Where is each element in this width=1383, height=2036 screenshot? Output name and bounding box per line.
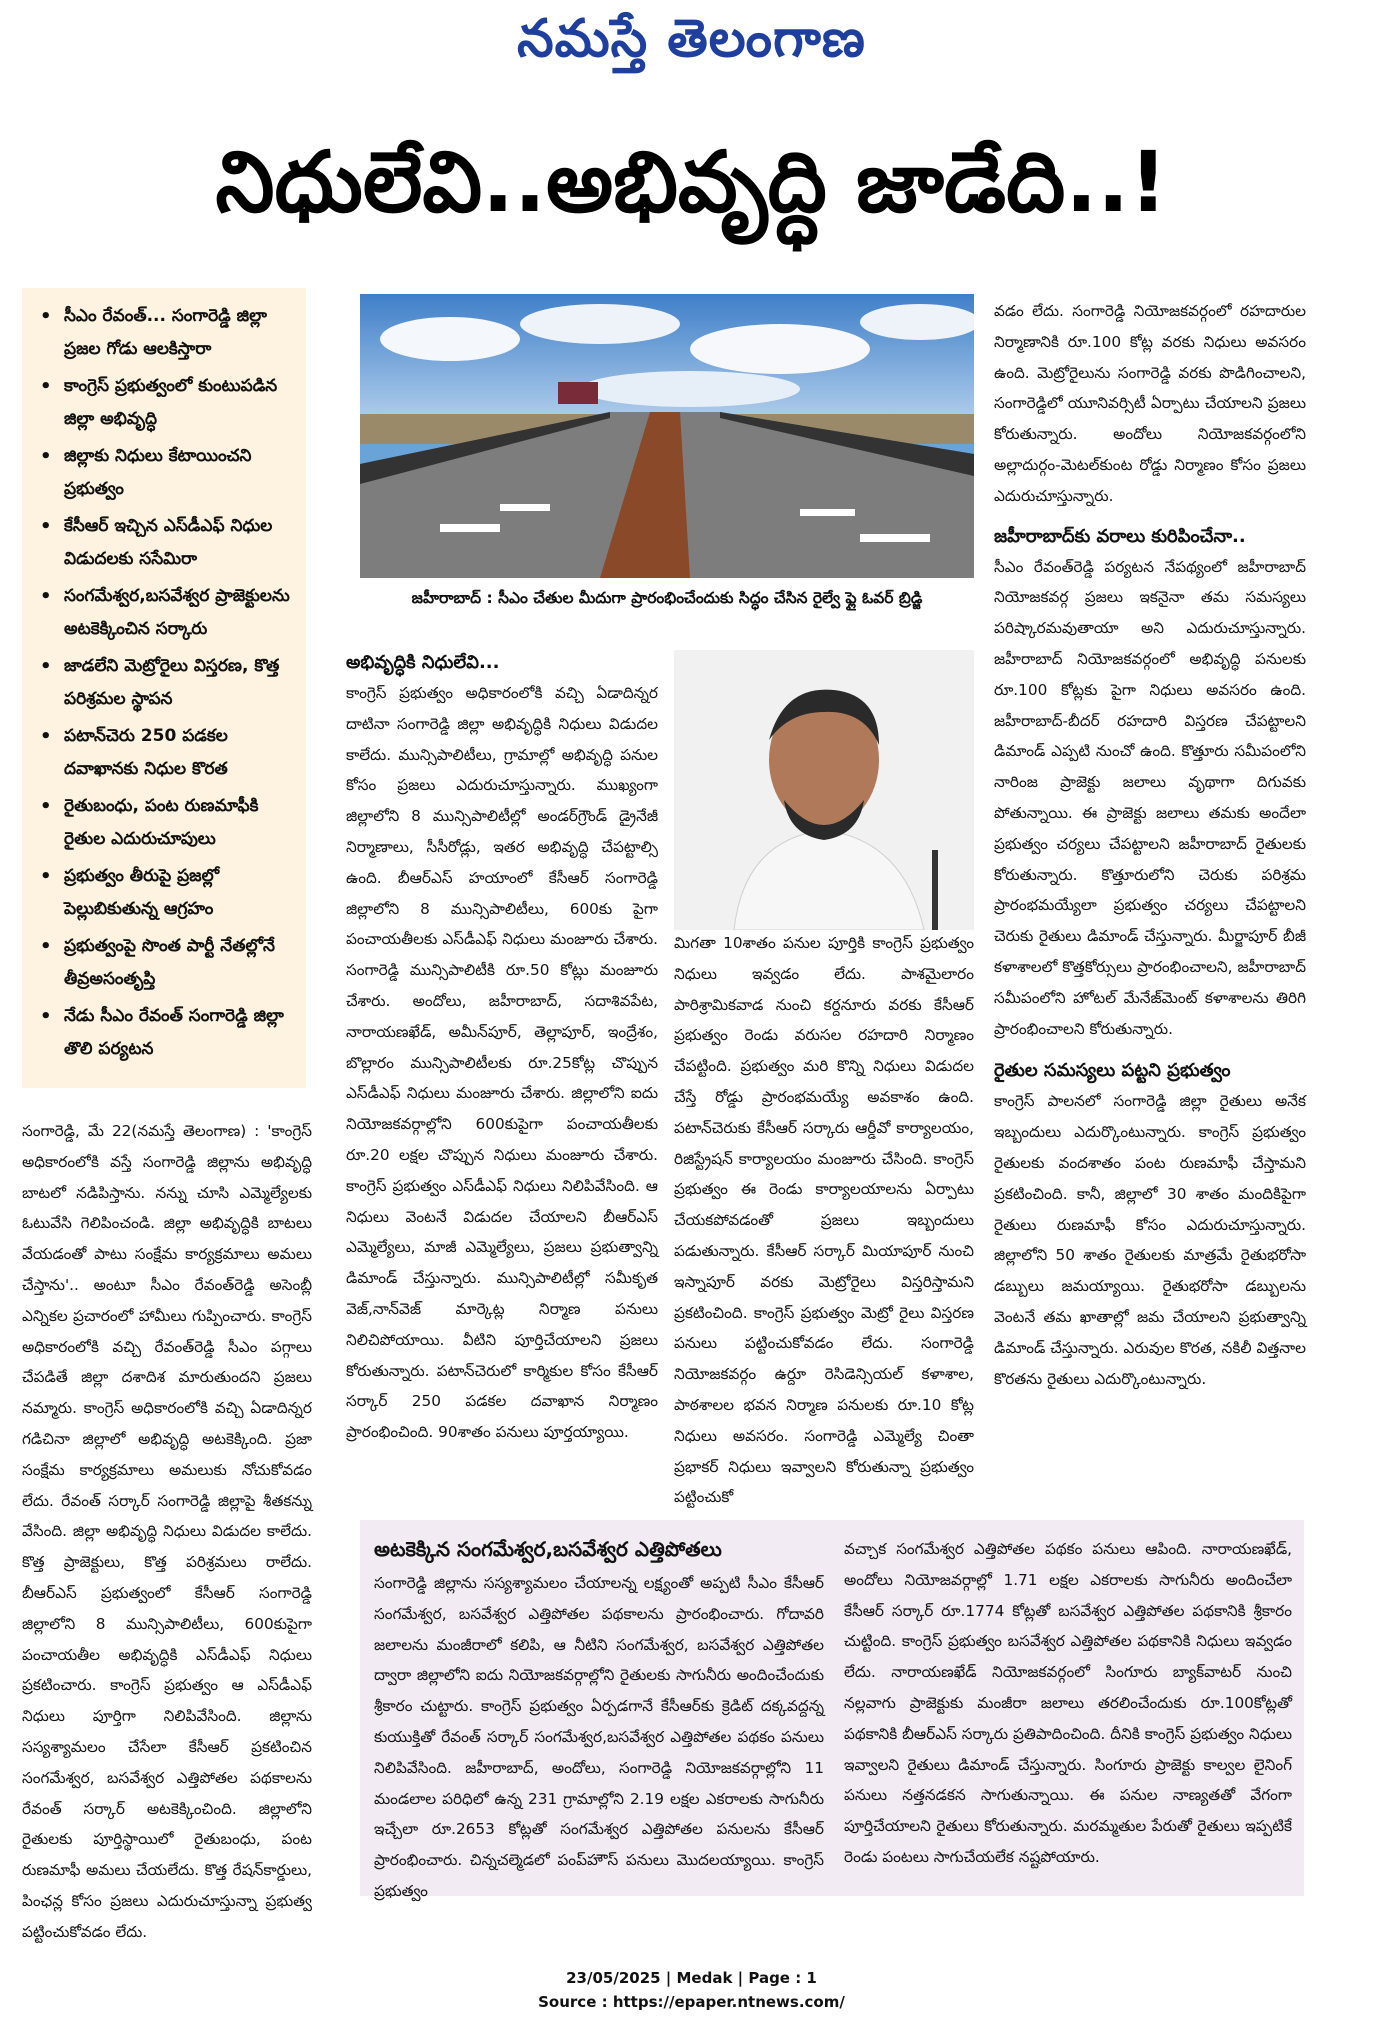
highlight-text: కేసీఆర్ ఇచ్చిన ఎస్‌డీఎఫ్ నిధుల విడుదలకు ససేమిరా bbox=[64, 516, 273, 569]
article-text-col3: మిగతా 10శాతం పనుల పూర్తికి కాంగ్రెస్ ప్రభుత్వం నిధులు ఇవ్వడం లేదు. పాశమైలారం పారిశ్రామికవాడ నుంచి కర్దనూరు వరకు కేసీఆర్ ప్రభుత్వం రెండు వరుసల రహదారి నిర్మాణం చేపట్టింది. ప్రభుత్వం మరి కొన్ని నిధులు విడుదల చేస్తే రోడ్డు ప్రారంభమయ్యే అవకాశం ఉంది. పటాన్‌చెరుకు కేసీఆర్ సర్కారు ఆర్డీవో కార్యాలయం, రిజిస్ట్రేషన్ కార్యాలయం మంజూరు చేసింది. కాంగ్రెస్ ప్రభుత్వం ఈ రెండు కార్యాలయాలను ఏర్పాటు చేయకపోవడంతో ప్రజలు ఇబ్బందులు పడుతున్నారు. కేసీఆర్ సర్కార్ మియాపూర్ నుంచి ఇస్నాపూర్ వరకు మెట్రోరైలు విస్తరిస్తామని ప్రకటించింది. కాంగ్రెస్ ప్రభుత్వం మెట్రో రైలు విస్తరణ పనులు పట్టించుకోవడం లేదు. సంగారెడ్డి నియోజకవర్గం ఉర్దూ రెసిడెన్సియల్ కళాశాల, పాఠశాలల భవన నిర్మాణ పనులకు రూ.10 కోట్ల నిధులు అవసరం. సంగారెడ్డి ఎమ్మెల్యే చింతా ప్రభాకర్ నిధులు ఇవ్వాలని కోరుతున్నా ప్రభుత్వం పట్టించుకో bbox=[674, 934, 974, 1507]
bullet-icon: • bbox=[40, 866, 52, 887]
highlight-item bbox=[30, 440, 298, 506]
headline: నిధులేవి..అభివృద్ధి జాడేది..! bbox=[215, 133, 1168, 231]
article-text-col4-b: సీఎం రేవంత్‌రెడ్డి పర్యటన నేపథ్యంలో జహీరాబాద్ నియోజకవర్గ ప్రజలు ఇకనైనా తమ సమస్యలు పరిష్కారమవుతాయా అని ఎదురుచూస్తున్నారు. జహీరాబాద్ నియోజకవర్గంలో అభివృద్ధి పనులకు రూ.100 కోట్లకు పైగా నిధులు అవసరం ఉంది. జహీరాబాద్-బీదర్ రహదారి విస్తరణ చేపట్టాలని డిమాండ్ ఎప్పటి నుంచో ఉంది. కొత్తూరు సమీపంలోని నారింజ ప్రాజెక్టు జలాలు వృథాగా దిగువకు పోతున్నాయి. ఈ ప్రాజెక్టు జలాలు తమకు అందేలా ప్రభుత్వం చర్యలు చేపట్టాలని జహీరాబాద్ రైతులకు కోరుతున్నారు. కొత్తూరులోని చెరుకు పరిశ్రమ ప్రారంభమయ్యేలా ప్రభుత్వం చర్యలు చేపట్టాలని చెరుకు రైతులు డిమాండ్ చేస్తున్నారు. మీర్జాపూర్ బీజీ కళాశాలలో కొత్తకోర్సులు ప్రారంభించాలని, జహీరాబాద్ సమీపంలోని హోటల్ మేనేజ్‌మెంట్ కళాశాలను తిరిగి ప్రారంభించాలని కోరుతున్నారు. bbox=[994, 557, 1306, 1038]
highlight-item bbox=[30, 860, 298, 926]
highlights-box bbox=[22, 288, 306, 1088]
subhead-zaheerabad: జహీరాబాద్‌కు వరాలు కురిపించేనా.. bbox=[994, 525, 1246, 547]
projects-box-left-col bbox=[374, 1568, 824, 1907]
highlight-item bbox=[30, 580, 298, 646]
projects-box-right-text: వచ్చాక సంగమేశ్వర ఎత్తిపోతల పథకం పనులు ఆపింది. నారాయణఖేడ్, అందోలు నియోజవర్గాల్లో 1.71 లక్షల ఎకరాలకు సాగునీరు అందించేలా కేసీఆర్ సర్కార్ రూ.1774 కోట్లతో బసవేశ్వర ఎత్తిపోతల పథకానికి శ్రీకారం చుట్టింది. కాంగ్రెస్ ప్రభుత్వం బసవేశ్వర ఎత్తిపోతల పథకానికి నిధులు ఇవ్వడం లేదు. నారాయణఖేడ్ నియోజకవర్గంలో సింగూరు బ్యాక్‌వాటర్ నుంచి నల్లవాగు ప్రాజెక్టుకు మంజీరా జలాలు తరలించేందుకు రూ.100కోట్లతో పథకానికి బీఆర్‌ఎస్ సర్కారు ప్రతిపాదించింది. దీనికి కాంగ్రెస్ ప్రభుత్వం నిధులు ఇవ్వాలని రైతులు డిమాండ్ చేస్తున్నారు. సింగూరు ప్రాజెక్టు కాల్వల లైనింగ్ పనులు నత్తనడకన సాగుతున్నాయి. ఈ పనుల నాణ్యతతో వేగంగా పూర్తిచేయాలని రైతులు కోరుతున్నారు. మరమ్మతుల పేరుతో రైతులు ఇప్పటికే రెండు పంటలు సాగుచేయలేక నష్టపోయారు. bbox=[844, 1540, 1292, 1866]
highlight-text: సంగమేశ్వర,బసవేశ్వర ప్రాజెక్టులను అటకెక్కించిన సర్కారు bbox=[64, 586, 290, 639]
flyover-illustration bbox=[360, 294, 974, 578]
subhead-farmers-issues: రైతుల సమస్యలు పట్టని ప్రభుత్వం bbox=[994, 1060, 1231, 1082]
bullet-icon: • bbox=[40, 726, 52, 747]
article-text-col2: కాంగ్రెస్ ప్రభుత్వం అధికారంలోకి వచ్చి ఏడాదిన్నర దాటినా సంగారెడ్డి జిల్లా అభివృద్ధికి నిధులు విడుదల కాలేదు. మున్సిపాలిటీలు, గ్రామాల్లో అభివృద్ధి పనుల కోసం ప్రజలు ఎదురుచూస్తున్నారు. ముఖ్యంగా జిల్లాలోని 8 మున్సిపాలిటీల్లో అండర్‌గ్రౌండ్ డ్రైనేజీ నిర్మాణాలు, సీసీరోడ్లు, ఇతర అభివృద్ధి చేపట్టాల్సి ఉంది. బీఆర్‌ఎస్ హయాంలో కేసీఆర్ సంగారెడ్డి జిల్లాలోని 8 మున్సిపాలిటీలు, 600కు పైగా పంచాయతీలకు ఎస్‌డీఎఫ్ నిధులు మంజూరు చేశారు. సంగారెడ్డి మున్సిపాలిటీకి రూ.50 కోట్లు మంజూరు చేశారు. అందోలు, జహీరాబాద్, సదాశివపేట, నారాయణఖేడ్, అమీన్‌పూర్, తెల్లాపూర్, ఇంద్రేశం, బొల్లారం మున్సిపాలిటీలకు రూ.25కోట్ల చొప్పున ఎస్‌డీఎఫ్ నిధులు మంజూరు చేశారు. జిల్లాలోని ఐదు నియోజకవర్గాల్లోని 600కుపైగా పంచాయతీలకు రూ.20 లక్షల చొప్పున నిధులు మంజూరు చేశారు. కాంగ్రెస్ ప్రభుత్వం ఎస్‌డీఎఫ్ నిధులు నిలిపివేసింది. ఆ నిధులు వెంటనే విడుదల చేయాలని బీఆర్‌ఎస్ ఎమ్మెల్యేలు, మాజీ ఎమ్మెల్యేలు, ప్రజలు ప్రభుత్వాన్ని డిమాండ్ చేస్తున్నారు. మున్సిపాలిటీల్లో సమీకృత వెజ్,నాన్‌వెజ్ మార్కెట్ల నిర్మాణ పనులు నిలిచిపోయాయి. వీటిని పూర్తిచేయాలని ప్రజలు కోరుతున్నారు. పటాన్‌చెరులో కార్మికుల కోసం కేసీఆర్ సర్కార్ 250 పడకల దవాఖాన నిర్మాణం ప్రారంభించింది. 90శాతం పనులు పూర్తయ్యాయి. bbox=[346, 684, 658, 1442]
highlights-list bbox=[22, 288, 306, 1066]
article-column-4 bbox=[994, 296, 1306, 1394]
article-column-1 bbox=[22, 1116, 312, 1948]
bullet-icon: • bbox=[40, 796, 52, 817]
highlight-text: జిల్లాకు నిధులు కేటాయించని ప్రభుత్వం bbox=[64, 446, 252, 499]
highlight-text: ప్రభుత్వం తీరుపై ప్రజల్లో పెల్లుబికుతున్న ఆగ్రహం bbox=[64, 866, 220, 919]
highlight-text: ప్రభుత్వంపై సొంత పార్టీ నేతల్లోనే తీవ్రఅసంతృప్తి bbox=[64, 936, 275, 989]
article-text-col4-c: కాంగ్రెస్ పాలనలో సంగారెడ్డి జిల్లా రైతులు అనేక ఇబ్బందులు ఎదుర్కొంటున్నారు. కాంగ్రెస్ ప్రభుత్వం రైతులకు వందశాతం పంట రుణమాఫీ చేస్తామని ప్రకటించింది. కానీ, జిల్లాలో 30 శాతం మందికిపైగా రైతులు రుణమాఫీ కోసం ఎదురుచూస్తున్నారు. జిల్లాలోని 50 శాతం రైతులకు మాత్రమే రైతుభరోసా డబ్బులు జమయ్యాయి. రైతుభరోసా డబ్బులను వెంటనే తమ ఖాతాల్లో జమ చేయాలని ప్రభుత్వాన్ని డిమాండ్ చేస్తున్నారు. ఎరువుల కొరత, నకిలీ విత్తనాల కొరతను రైతులు ఎదుర్కొంటున్నారు. bbox=[994, 1092, 1306, 1388]
highlight-item bbox=[30, 1000, 298, 1066]
cm-portrait bbox=[674, 650, 974, 930]
highlight-item bbox=[30, 370, 298, 436]
bullet-icon: • bbox=[40, 656, 52, 677]
subhead-development-funds: అభివృద్ధికి నిధులేవి... bbox=[346, 652, 500, 673]
page-footer bbox=[0, 1966, 1383, 2014]
highlight-text: కాంగ్రెస్ ప్రభుత్వంలో కుంటుపడిన జిల్లా అభివృద్ధి bbox=[64, 376, 278, 429]
masthead-logo: నమస్తే తెలంగాణ bbox=[517, 8, 866, 69]
highlight-text: నేడు సీఎం రేవంత్ సంగారెడ్డి జిల్లా తొలి పర్యటన bbox=[64, 1006, 284, 1059]
projects-box bbox=[360, 1520, 1304, 1900]
article-text-col4-a: వడం లేదు. సంగారెడ్డి నియోజకవర్గంలో రహదారుల నిర్మాణానికి రూ.100 కోట్ల వరకు నిధులు అవసరం ఉంది. మెట్రోరైలును సంగారెడ్డి వరకు పొడిగించాలని, సంగారెడ్డిలో యూనివర్సిటీ ఏర్పాటు చేయాలని ప్రజలు కోరుతున్నారు. అందోలు నియోజకవర్గంలోని అల్లాదుర్గం-మెటల్‌కుంట రోడ్డు నిర్మాణం కోసం ప్రజలు ఎదురుచూస్తున్నారు. bbox=[994, 302, 1306, 505]
bullet-icon: • bbox=[40, 446, 52, 467]
projects-box-right-col bbox=[844, 1534, 1292, 1873]
highlight-item bbox=[30, 650, 298, 716]
article-text-col1: సంగారెడ్డి, మే 22(నమస్తే తెలంగాణ) : 'కాంగ్రెస్ అధికారంలోకి వస్తే సంగారెడ్డి జిల్లాను అభివృద్ధి బాటలో నడిపిస్తాను. నన్ను చూసి ఎమ్మెల్యేలకు ఓటువేసి గెలిపించండి. జిల్లా అభివృద్ధికి బాటలు వేయడంతో పాటు సంక్షేమ కార్యక్రమాలు అమలు చేస్తాను'.. అంటూ సీఎం రేవంత్‌రెడ్డి అసెంబ్లీ ఎన్నికల ప్రచారంలో హామీలు గుప్పించారు. కాంగ్రెస్ అధికారంలోకి వచ్చి రేవంత్‌రెడ్డి సీఎం పగ్గాలు చేపడితే జిల్లా దశాదిశ మారుతుందని ప్రజలు నమ్మారు. కాంగ్రెస్ అధికారంలోకి వచ్చి ఏడాదిన్నర గడిచినా జిల్లాలో అభివృద్ధి అటకెక్కింది. ప్రజా సంక్షేమ కార్యక్రమాలు అమలుకు నోచుకోవడం లేదు. రేవంత్ సర్కార్ సంగారెడ్డి జిల్లాపై శీతకన్ను వేసింది. జిల్లా అభివృద్ధి నిధులు విడుదల కాలేదు. కొత్త ప్రాజెక్టులు, కొత్త పరిశ్రమలు రాలేదు. బీఆర్‌ఎస్ ప్రభుత్వంలో కేసీఆర్ సంగారెడ్డి జిల్లాలోని 8 మున్సిపాలిటీలు, 600కుపైగా పంచాయతీల అభివృద్ధికి ఎస్‌డీఎఫ్ నిధులు ప్రకటించారు. కాంగ్రెస్ ప్రభుత్వం ఆ ఎస్‌డీఎఫ్ నిధులు పూర్తిగా నిలిపివేసింది. జిల్లాను సస్యశ్యామలం చేసేలా కేసీఆర్ ప్రకటించిన సంగమేశ్వర, బసవేశ్వర ఎత్తిపోతల పథకాలను రేవంత్ సర్కార్ అటకెక్కించింది. జిల్లాలోని రైతులకు పూర్తిస్థాయిలో రైతుబంధు, పంట రుణమాఫీ అమలు చేయలేదు. కొత్త రేషన్‌కార్డులు, పింఛన్ల కోసం ప్రజలు ఎదురుచూస్తున్నా ప్రభుత్వ పట్టించుకోవడం లేదు. bbox=[22, 1122, 312, 1941]
highlight-text: సీఎం రేవంత్... సంగారెడ్డి జిల్లా ప్రజల గోడు ఆలకిస్తారా bbox=[64, 306, 267, 359]
footer-source: Source : https://epaper.ntnews.com/ bbox=[538, 1993, 845, 2011]
bullet-icon: • bbox=[40, 936, 52, 957]
highlight-item bbox=[30, 930, 298, 996]
projects-box-left-text: సంగారెడ్డి జిల్లాను సస్యశ్యామలం చేయాలన్న లక్ష్యంతో అప్పటి సీఎం కేసీఆర్ సంగమేశ్వర, బసవేశ్వర ఎత్తిపోతల పథకాలను ప్రారంభించారు. గోదావరి జలాలను మంజీరాలో కలిపి, ఆ నీటిని సంగమేశ్వర, బసవేశ్వర ఎత్తిపోతల ద్వారా జిల్లాలోని ఐదు నియోజకవర్గాల్లోని రైతులకు సాగునీరు అందించేందుకు శ్రీకారం చుట్టారు. కాంగ్రెస్ ప్రభుత్వం ఏర్పడగానే కేసీఆర్‌కు క్రెడిట్ దక్కవద్దన్న కుయుక్తితో రేవంత్ సర్కార్ సంగమేశ్వర,బసవేశ్వర ఎత్తిపోతల పథకం పనులు నిలిపివేసింది. జహీరాబాద్, అందోలు, సంగారెడ్డి నియోజకవర్గాల్లోని 11 మండలాల పరిధిలో ఉన్న 231 గ్రామాల్లోని 2.19 లక్షల ఎకరాలకు సాగునీరు ఇచ్చేలా రూ.2653 కోట్లతో సంగమేశ్వర ఎత్తిపోతల పనులను కేసీఆర్ ప్రారంభించారు. చిన్నచల్మెడలో పంప్‌హౌస్ పనులు మొదలయ్యాయి. కాంగ్రెస్ ప్రభుత్వం bbox=[374, 1574, 824, 1900]
bullet-icon: • bbox=[40, 306, 52, 327]
highlight-text: రైతుబంధు, పంట రుణమాఫీకి రైతుల ఎదురుచూపులు bbox=[64, 796, 259, 849]
photo-caption: జహీరాబాద్ : సీఎం చేతుల మీదుగా ప్రారంభించేందుకు సిద్ధం చేసిన రైల్వే ఫ్లై ఓవర్ బ్రిడ్జి bbox=[411, 589, 923, 607]
article-column-3 bbox=[674, 928, 974, 1513]
bullet-icon: • bbox=[40, 376, 52, 397]
highlight-item bbox=[30, 720, 298, 786]
bullet-icon: • bbox=[40, 1006, 52, 1027]
highlight-item bbox=[30, 790, 298, 856]
highlight-item bbox=[30, 510, 298, 576]
highlight-text: జాడలేని మెట్రోరైలు విస్తరణ, కొత్త పరిశ్రమల స్థాపన bbox=[64, 656, 280, 709]
highlight-item bbox=[30, 300, 298, 366]
footer-date-edition: 23/05/2025 | Medak | Page : 1 bbox=[566, 1969, 817, 1987]
bullet-icon: • bbox=[40, 586, 52, 607]
highlight-text: పటాన్‌చెరు 250 పడకల దవాఖానకు నిధుల కొరత bbox=[64, 726, 228, 779]
bullet-icon: • bbox=[40, 516, 52, 537]
projects-box-title: అటకెక్కిన సంగమేశ్వర,బసవేశ్వర ఎత్తిపోతలు bbox=[374, 1537, 722, 1561]
flyover-photo bbox=[360, 294, 974, 578]
article-column-2 bbox=[346, 648, 658, 1448]
portrait-illustration bbox=[674, 650, 974, 930]
